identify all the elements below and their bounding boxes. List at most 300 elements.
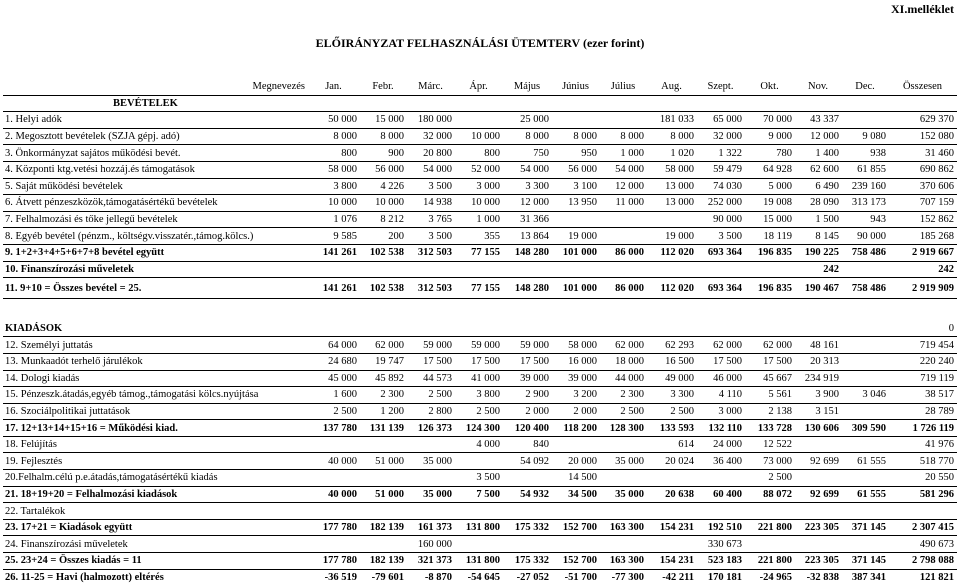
month-cell: 12 000 xyxy=(795,128,842,145)
month-cell: 60 400 xyxy=(697,486,745,503)
month-cell: 58 000 xyxy=(552,337,600,354)
month-cell: 20 313 xyxy=(795,353,842,370)
month-cell: 58 000 xyxy=(647,161,697,178)
month-cell: 17 500 xyxy=(745,353,795,370)
month-cell xyxy=(552,112,600,129)
total-cell: 38 517 xyxy=(889,387,957,404)
month-cell xyxy=(308,299,360,315)
month-cell: 35 000 xyxy=(407,486,455,503)
month-cell: 17 500 xyxy=(503,353,552,370)
month-cell: 221 800 xyxy=(745,519,795,536)
month-cell: 45 892 xyxy=(360,370,407,387)
month-cell: 41 000 xyxy=(455,370,503,387)
month-cell: 54 000 xyxy=(503,161,552,178)
month-cell: 130 606 xyxy=(795,420,842,437)
month-cell: 112 020 xyxy=(647,278,697,299)
month-cell: 8 145 xyxy=(795,228,842,245)
month-cell xyxy=(647,261,697,278)
month-cell xyxy=(842,536,889,553)
month-cell xyxy=(697,503,745,520)
month-cell xyxy=(600,315,647,337)
month-cell: 102 538 xyxy=(360,244,407,261)
month-cell: 19 008 xyxy=(745,195,795,212)
month-cell xyxy=(647,299,697,315)
month-cell: 62 000 xyxy=(697,337,745,354)
table-row xyxy=(3,145,957,162)
month-cell xyxy=(842,261,889,278)
month-cell xyxy=(600,503,647,520)
month-cell: 35 000 xyxy=(600,453,647,470)
row-label: 13. Munkaadót terhelő járulékok xyxy=(3,353,308,370)
month-cell: 77 155 xyxy=(455,244,503,261)
month-cell: 28 090 xyxy=(795,195,842,212)
month-cell: -8 870 xyxy=(407,569,455,585)
row-label: 18. Felújítás xyxy=(3,436,308,453)
month-cell: 56 000 xyxy=(552,161,600,178)
month-cell: 15 000 xyxy=(745,211,795,228)
month-cell: 131 139 xyxy=(360,420,407,437)
total-cell: 242 xyxy=(889,261,957,278)
month-cell: 34 500 xyxy=(552,486,600,503)
row-label xyxy=(3,299,308,315)
month-cell xyxy=(407,470,455,487)
table-row xyxy=(3,370,957,387)
month-cell: 46 000 xyxy=(697,370,745,387)
month-cell: 2 000 xyxy=(503,403,552,420)
month-cell: 154 231 xyxy=(647,553,697,570)
attachment-label: XI.melléklet xyxy=(891,2,954,16)
month-cell: 1 200 xyxy=(360,403,407,420)
month-cell: 86 000 xyxy=(600,244,647,261)
month-cell: 61 555 xyxy=(842,453,889,470)
month-cell xyxy=(697,299,745,315)
month-cell: 2 500 xyxy=(647,403,697,420)
month-cell: 160 000 xyxy=(407,536,455,553)
month-cell xyxy=(503,95,552,112)
month-cell xyxy=(795,95,842,112)
month-cell: 312 503 xyxy=(407,244,455,261)
month-cell: 181 033 xyxy=(647,112,697,129)
month-cell: 371 145 xyxy=(842,519,889,536)
month-cell: 750 xyxy=(503,145,552,162)
month-cell: 1 322 xyxy=(697,145,745,162)
month-cell: 24 680 xyxy=(308,353,360,370)
month-cell: 44 573 xyxy=(407,370,455,387)
total-cell: 690 862 xyxy=(889,161,957,178)
month-cell: 175 332 xyxy=(503,519,552,536)
total-cell: 185 268 xyxy=(889,228,957,245)
month-cell: 20 800 xyxy=(407,145,455,162)
table-row xyxy=(3,261,957,278)
month-cell: 1 600 xyxy=(308,387,360,404)
month-cell: 148 280 xyxy=(503,244,552,261)
month-cell: 15 000 xyxy=(360,112,407,129)
month-cell: 2 300 xyxy=(360,387,407,404)
month-cell: 10 000 xyxy=(360,195,407,212)
table-body xyxy=(3,95,957,585)
month-cell: 62 000 xyxy=(360,337,407,354)
month-cell: 2 900 xyxy=(503,387,552,404)
month-cell: 1 000 xyxy=(455,211,503,228)
month-cell xyxy=(360,503,407,520)
month-cell: 18 119 xyxy=(745,228,795,245)
month-cell: 126 373 xyxy=(407,420,455,437)
row-label: 17. 12+13+14+15+16 = Működési kiad. xyxy=(3,420,308,437)
month-cell: 196 835 xyxy=(745,244,795,261)
month-cell: 17 500 xyxy=(697,353,745,370)
row-label: 6. Átvett pénzeszközök,támogatásértékű bevételek xyxy=(3,195,308,212)
month-cell: 190 225 xyxy=(795,244,842,261)
month-cell xyxy=(455,453,503,470)
month-cell xyxy=(745,95,795,112)
month-cell xyxy=(600,470,647,487)
month-cell: 10 000 xyxy=(455,128,503,145)
row-label: 26. 11-25 = Havi (halmozott) eltérés xyxy=(3,569,308,585)
month-cell: 9 000 xyxy=(745,128,795,145)
table-row xyxy=(3,211,957,228)
month-cell: 20 638 xyxy=(647,486,697,503)
row-label: 7. Felhalmozási és tőke jellegű bevételek xyxy=(3,211,308,228)
month-cell: 3 046 xyxy=(842,387,889,404)
row-label: BEVÉTELEK xyxy=(113,97,178,109)
month-cell: 180 000 xyxy=(407,112,455,129)
schedule-table xyxy=(3,79,957,585)
month-cell: 196 835 xyxy=(745,278,795,299)
row-label: 4. Központi ktg.vetési hozzáj.és támogatások xyxy=(3,161,308,178)
total-cell: 220 240 xyxy=(889,353,957,370)
month-cell: 8 000 xyxy=(552,128,600,145)
month-cell: 309 590 xyxy=(842,420,889,437)
month-cell xyxy=(842,95,889,112)
month-cell: -24 965 xyxy=(745,569,795,585)
month-cell: 39 000 xyxy=(552,370,600,387)
row-label: 24. Finanszírozási műveletek xyxy=(3,536,308,553)
column-header: Nov. xyxy=(795,79,842,95)
month-cell: 19 000 xyxy=(552,228,600,245)
month-cell: 182 139 xyxy=(360,553,407,570)
month-cell xyxy=(795,503,842,520)
month-cell: 62 293 xyxy=(647,337,697,354)
row-label: 15. Pénzeszk.átadás,egyéb támog.,támogatási kölcs.nyújtása xyxy=(3,387,308,404)
month-cell: 163 300 xyxy=(600,519,647,536)
month-cell xyxy=(552,261,600,278)
month-cell xyxy=(842,470,889,487)
month-cell: 900 xyxy=(360,145,407,162)
month-cell: 62 000 xyxy=(745,337,795,354)
table-row xyxy=(3,387,957,404)
month-cell xyxy=(842,403,889,420)
month-cell: 65 000 xyxy=(697,112,745,129)
month-cell: 11 000 xyxy=(600,195,647,212)
month-cell xyxy=(360,315,407,337)
month-cell: 92 699 xyxy=(795,486,842,503)
month-cell xyxy=(697,315,745,337)
table-row xyxy=(3,315,957,337)
month-cell: 152 700 xyxy=(552,519,600,536)
total-cell: 152 080 xyxy=(889,128,957,145)
month-cell: 8 000 xyxy=(647,128,697,145)
month-cell: 92 699 xyxy=(795,453,842,470)
total-cell: 20 550 xyxy=(889,470,957,487)
month-cell: -51 700 xyxy=(552,569,600,585)
month-cell: 118 200 xyxy=(552,420,600,437)
month-cell: 13 950 xyxy=(552,195,600,212)
month-cell xyxy=(600,536,647,553)
page-title: ELŐIRÁNYZAT FELHASZNÁLÁSI ÜTEMTERV (ezer forint) xyxy=(315,36,645,50)
month-cell: 62 600 xyxy=(795,161,842,178)
month-cell: 62 000 xyxy=(600,337,647,354)
month-cell: 17 500 xyxy=(407,353,455,370)
month-cell: 101 000 xyxy=(552,278,600,299)
month-cell xyxy=(842,370,889,387)
month-cell: 9 585 xyxy=(308,228,360,245)
month-cell: 3 000 xyxy=(697,403,745,420)
month-cell xyxy=(360,95,407,112)
month-cell: 54 000 xyxy=(407,161,455,178)
header-row xyxy=(3,79,957,95)
month-cell: 43 337 xyxy=(795,112,842,129)
month-cell: 25 000 xyxy=(503,112,552,129)
month-cell xyxy=(407,436,455,453)
month-cell xyxy=(697,95,745,112)
month-cell: 2 000 xyxy=(552,403,600,420)
month-cell: 54 000 xyxy=(600,161,647,178)
month-cell: 19 000 xyxy=(647,228,697,245)
month-cell: 3 900 xyxy=(795,387,842,404)
month-cell xyxy=(503,470,552,487)
table-row xyxy=(3,553,957,570)
month-cell: 152 700 xyxy=(552,553,600,570)
month-cell: -36 519 xyxy=(308,569,360,585)
month-cell xyxy=(455,503,503,520)
month-cell: 223 305 xyxy=(795,553,842,570)
table-row xyxy=(3,519,957,536)
month-cell xyxy=(552,95,600,112)
column-header-label: Megnevezés xyxy=(3,79,308,95)
month-cell: 8 000 xyxy=(503,128,552,145)
total-cell: 581 296 xyxy=(889,486,957,503)
month-cell xyxy=(308,436,360,453)
month-cell: -27 052 xyxy=(503,569,552,585)
month-cell: 177 780 xyxy=(308,519,360,536)
month-cell: 59 479 xyxy=(697,161,745,178)
column-header: Ápr. xyxy=(455,79,503,95)
month-cell: 182 139 xyxy=(360,519,407,536)
total-cell: 629 370 xyxy=(889,112,957,129)
total-cell: 28 789 xyxy=(889,403,957,420)
month-cell: 24 000 xyxy=(697,436,745,453)
month-cell: 371 145 xyxy=(842,553,889,570)
table-row xyxy=(3,228,957,245)
month-cell: 31 366 xyxy=(503,211,552,228)
month-cell: -42 211 xyxy=(647,569,697,585)
row-label: 25. 23+24 = Összes kiadás = 11 xyxy=(3,553,308,570)
month-cell: 5 000 xyxy=(745,178,795,195)
month-cell: 252 000 xyxy=(697,195,745,212)
column-header: Aug. xyxy=(647,79,697,95)
month-cell: 10 000 xyxy=(308,195,360,212)
month-cell xyxy=(745,503,795,520)
month-cell xyxy=(647,315,697,337)
table-row xyxy=(3,278,957,299)
total-cell xyxy=(889,95,957,112)
month-cell xyxy=(407,315,455,337)
month-cell: 54 092 xyxy=(503,453,552,470)
month-cell xyxy=(600,228,647,245)
month-cell: -79 601 xyxy=(360,569,407,585)
month-cell: 1 020 xyxy=(647,145,697,162)
table-row xyxy=(3,470,957,487)
column-header: Június xyxy=(552,79,600,95)
column-header: Dec. xyxy=(842,79,889,95)
month-cell: 124 300 xyxy=(455,420,503,437)
month-cell: 48 161 xyxy=(795,337,842,354)
month-cell: 12 000 xyxy=(503,195,552,212)
month-cell: 780 xyxy=(745,145,795,162)
table-row xyxy=(3,436,957,453)
month-cell: 3 000 xyxy=(455,178,503,195)
month-cell xyxy=(407,299,455,315)
month-cell xyxy=(647,536,697,553)
month-cell xyxy=(745,299,795,315)
month-cell: 45 000 xyxy=(308,370,360,387)
month-cell: 3 800 xyxy=(455,387,503,404)
table-row xyxy=(3,244,957,261)
month-cell: 614 xyxy=(647,436,697,453)
month-cell xyxy=(360,536,407,553)
month-cell xyxy=(697,470,745,487)
table-row xyxy=(3,353,957,370)
month-cell: 800 xyxy=(455,145,503,162)
month-cell xyxy=(308,536,360,553)
month-cell: 4 000 xyxy=(455,436,503,453)
month-cell: 234 919 xyxy=(795,370,842,387)
month-cell: 17 500 xyxy=(455,353,503,370)
month-cell xyxy=(455,112,503,129)
month-cell xyxy=(552,315,600,337)
month-cell xyxy=(552,299,600,315)
month-cell xyxy=(552,211,600,228)
month-cell: 221 800 xyxy=(745,553,795,570)
month-cell xyxy=(795,436,842,453)
month-cell: 18 000 xyxy=(600,353,647,370)
month-cell: 20 024 xyxy=(647,453,697,470)
total-cell: 2 307 415 xyxy=(889,519,957,536)
month-cell: 758 486 xyxy=(842,244,889,261)
month-cell: 148 280 xyxy=(503,278,552,299)
month-cell xyxy=(842,112,889,129)
month-cell: 192 510 xyxy=(697,519,745,536)
month-cell: 131 800 xyxy=(455,519,503,536)
month-cell: 32 000 xyxy=(407,128,455,145)
row-label: 1. Helyi adók xyxy=(3,112,308,129)
month-cell xyxy=(552,536,600,553)
month-cell xyxy=(360,436,407,453)
row-label: 12. Személyi juttatás xyxy=(3,337,308,354)
month-cell: 70 000 xyxy=(745,112,795,129)
month-cell: 355 xyxy=(455,228,503,245)
month-cell: 3 500 xyxy=(455,470,503,487)
month-cell: 13 000 xyxy=(647,178,697,195)
total-cell: 152 862 xyxy=(889,211,957,228)
month-cell: 758 486 xyxy=(842,278,889,299)
month-cell: 330 673 xyxy=(697,536,745,553)
month-cell: 1 076 xyxy=(308,211,360,228)
total-cell: 518 770 xyxy=(889,453,957,470)
row-label: 2. Megosztott bevételek (SZJA gépj. adó) xyxy=(3,128,308,145)
month-cell xyxy=(308,95,360,112)
month-cell: 312 503 xyxy=(407,278,455,299)
row-label: 11. 9+10 = Összes bevétel = 25. xyxy=(3,278,308,299)
month-cell xyxy=(455,315,503,337)
month-cell: 14 500 xyxy=(552,470,600,487)
month-cell: 86 000 xyxy=(600,278,647,299)
month-cell: 40 000 xyxy=(308,486,360,503)
column-header: Jan. xyxy=(308,79,360,95)
month-cell: 36 400 xyxy=(697,453,745,470)
month-cell: 4 110 xyxy=(697,387,745,404)
row-label: 3. Önkormányzat sajátos működési bevét. xyxy=(3,145,308,162)
month-cell: 49 000 xyxy=(647,370,697,387)
month-cell: 3 500 xyxy=(407,178,455,195)
month-cell: 141 261 xyxy=(308,244,360,261)
month-cell xyxy=(600,95,647,112)
month-cell: 59 000 xyxy=(503,337,552,354)
month-cell: 693 364 xyxy=(697,244,745,261)
table-row xyxy=(3,161,957,178)
row-label: 16. Szociálpolitikai juttatások xyxy=(3,403,308,420)
row-label: 9. 1+2+3+4+5+6+7+8 bevétel együtt xyxy=(3,244,308,261)
month-cell xyxy=(697,261,745,278)
column-header: Okt. xyxy=(745,79,795,95)
month-cell: 8 000 xyxy=(360,128,407,145)
month-cell: 943 xyxy=(842,211,889,228)
month-cell: 44 000 xyxy=(600,370,647,387)
month-cell: 9 080 xyxy=(842,128,889,145)
month-cell: 1 500 xyxy=(795,211,842,228)
month-cell: 90 000 xyxy=(697,211,745,228)
total-cell: 41 976 xyxy=(889,436,957,453)
row-label: 23. 17+21 = Kiadások együtt xyxy=(3,519,308,536)
column-header: Július xyxy=(600,79,647,95)
month-cell xyxy=(842,315,889,337)
month-cell: 8 212 xyxy=(360,211,407,228)
month-cell: 137 780 xyxy=(308,420,360,437)
month-cell xyxy=(745,315,795,337)
month-cell xyxy=(745,536,795,553)
table-row xyxy=(3,337,957,354)
month-cell: 163 300 xyxy=(600,553,647,570)
month-cell: 175 332 xyxy=(503,553,552,570)
column-header: Szept. xyxy=(697,79,745,95)
month-cell: 73 000 xyxy=(745,453,795,470)
total-cell: 2 798 088 xyxy=(889,553,957,570)
total-cell: 719 119 xyxy=(889,370,957,387)
month-cell: 200 xyxy=(360,228,407,245)
month-cell: 170 181 xyxy=(697,569,745,585)
month-cell: 1 000 xyxy=(600,145,647,162)
month-cell xyxy=(360,470,407,487)
month-cell: 112 020 xyxy=(647,244,697,261)
month-cell: 3 300 xyxy=(503,178,552,195)
month-cell: 20 000 xyxy=(552,453,600,470)
table-row xyxy=(3,128,957,145)
month-cell: 950 xyxy=(552,145,600,162)
month-cell: 32 000 xyxy=(697,128,745,145)
month-cell: 52 000 xyxy=(455,161,503,178)
month-cell xyxy=(647,503,697,520)
row-label: 20.Felhalm.célú p.e.átadás,támogatásértékű kiadás xyxy=(3,470,308,487)
